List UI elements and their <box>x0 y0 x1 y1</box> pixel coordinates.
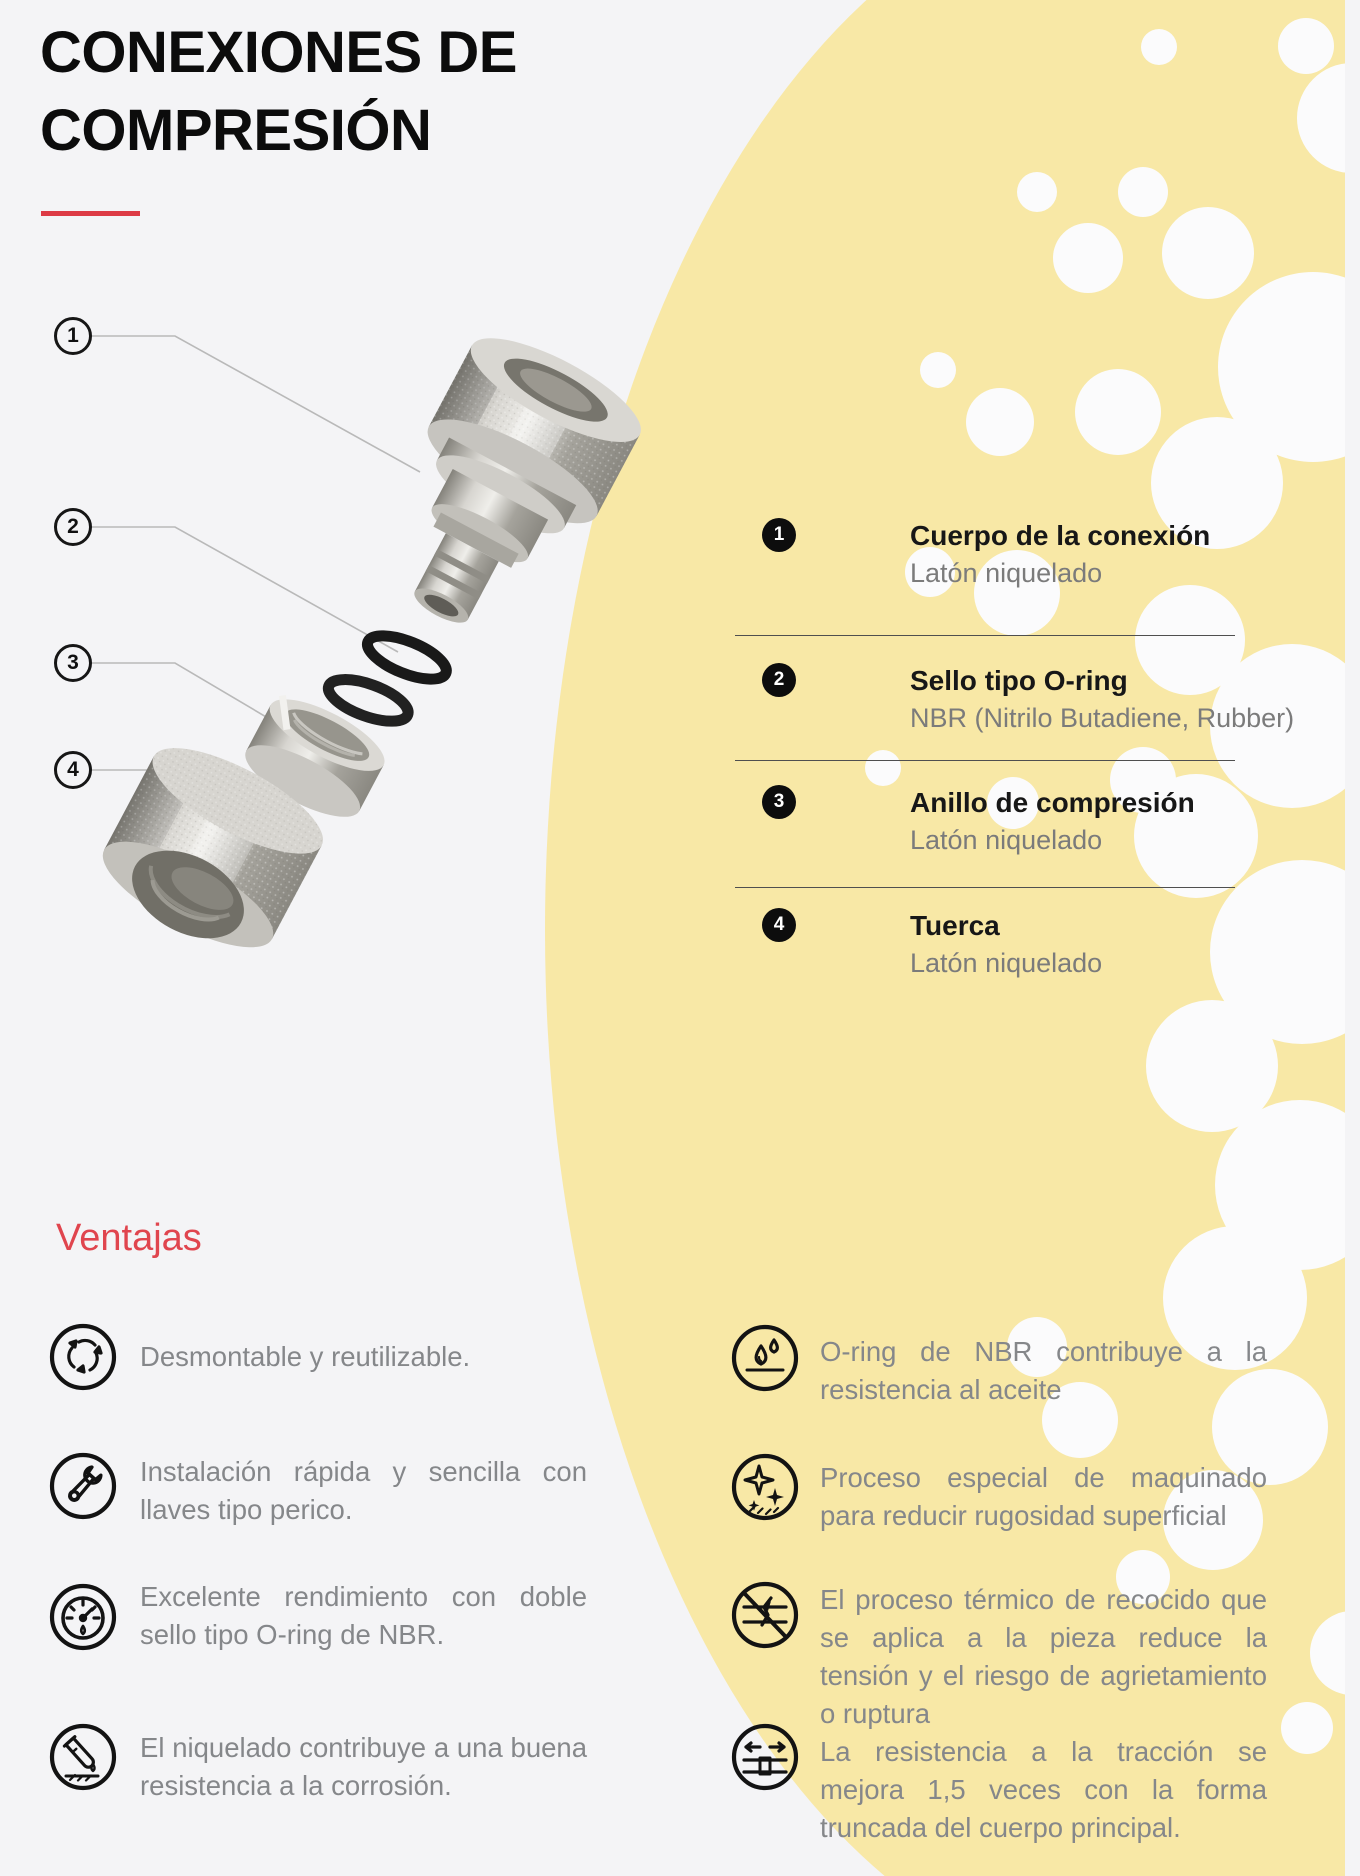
advantage-text: Desmontable y reutilizable. <box>140 1341 471 1372</box>
advantage-text: Proceso especial de maquinado para reducir rugosidad superficial <box>820 1462 1267 1531</box>
part-1-title: Cuerpo de la conexión <box>910 520 1211 551</box>
oil-drops-icon <box>730 1323 800 1393</box>
wrench-icon <box>48 1451 118 1521</box>
callout-4-num: 4 <box>67 758 79 781</box>
recycle-icon <box>48 1322 118 1392</box>
list-divider <box>735 887 1235 888</box>
callout-2 <box>54 508 92 546</box>
callout-1 <box>54 317 92 355</box>
ventajas-heading: Ventajas <box>56 1217 202 1259</box>
part-2-title: Sello tipo O-ring <box>910 665 1128 696</box>
advantage-text: El proceso térmico de recocido que se aplica a la pieza reduce la tensión y el riesgo de agrietamiento o ruptura <box>820 1584 1267 1729</box>
list-divider <box>735 760 1235 761</box>
advantage-text: Excelente rendimiento con doble sello tipo O-ring de NBR. <box>140 1581 587 1650</box>
part-bullet-2 <box>762 663 796 697</box>
page-title <box>40 14 517 170</box>
tensile-arrows-icon <box>730 1722 800 1792</box>
gauge-icon <box>48 1582 118 1652</box>
part-4-num: 4 <box>773 914 785 935</box>
part-1-num: 1 <box>773 524 785 545</box>
part-bullet-4 <box>762 908 796 942</box>
advantage-text: Instalación rápida y sencilla con llaves tipo perico. <box>140 1456 587 1525</box>
part-3-num: 3 <box>773 791 785 812</box>
page-title-line2: COMPRESIÓN <box>40 98 432 163</box>
part-bullet-3 <box>762 785 796 819</box>
part-1-material: Latón niquelado <box>910 558 1103 588</box>
callout-4 <box>54 751 92 789</box>
advantage-text: La resistencia a la tracción se mejora 1,5 veces con la forma truncada del cuerpo principal. <box>820 1736 1267 1843</box>
callout-3-num: 3 <box>67 651 79 674</box>
part-2-num: 2 <box>773 669 785 690</box>
part-4-title: Tuerca <box>910 910 1000 941</box>
part-4-material: Latón niquelado <box>910 948 1103 978</box>
no-crack-icon <box>730 1580 800 1650</box>
sparkle-clean-icon <box>730 1452 800 1522</box>
part-3-title: Anillo de compresión <box>910 787 1195 818</box>
advantage-text: El niquelado contribuye a una buena resistencia a la corrosión. <box>140 1732 587 1801</box>
advantage-text: O-ring de NBR contribuye a la resistencia al aceite <box>820 1336 1267 1405</box>
part-3-material: Latón niquelado <box>910 825 1103 855</box>
part-bullet-1 <box>762 518 796 552</box>
callout-2-num: 2 <box>67 515 79 538</box>
test-tube-icon <box>48 1722 118 1792</box>
part-2-material: NBR (Nitrilo Butadiene, Rubber) <box>910 703 1295 733</box>
callout-1-num: 1 <box>67 324 79 347</box>
list-divider <box>735 635 1235 636</box>
callout-3 <box>54 644 92 682</box>
page-title-line1: CONEXIONES DE <box>40 20 517 85</box>
title-accent-rule <box>41 211 140 216</box>
